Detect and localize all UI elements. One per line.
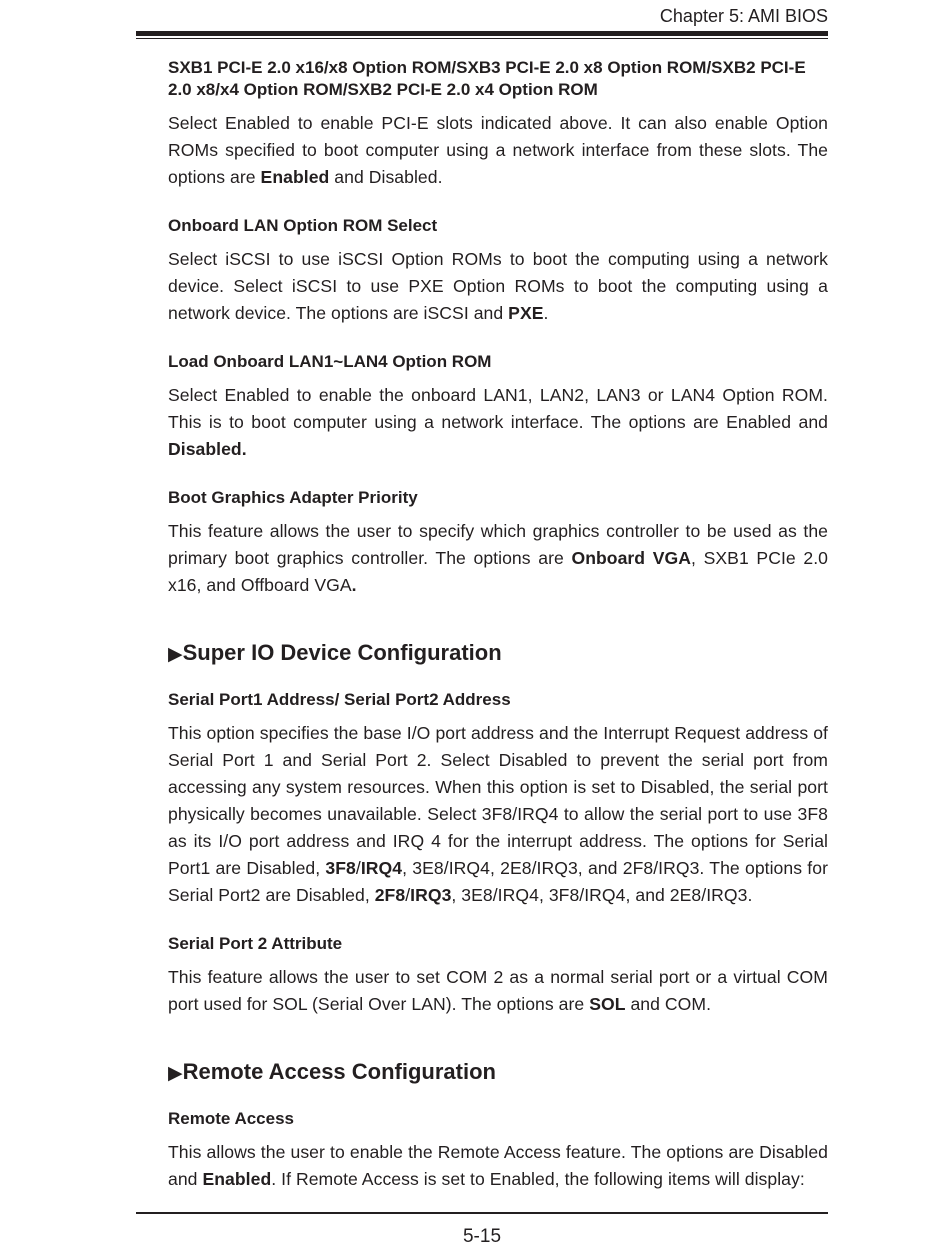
section-title-remote-access: Remote Access <box>168 1109 294 1128</box>
right-triangle-icon: ▶ <box>168 644 183 665</box>
section-title-option-rom: SXB1 PCI-E 2.0 x16/x8 Option ROM/SXB3 PCI-E 2.0 x8 Option ROM/SXB2 PCI-E 2.0 x8/x4 Option ROM/SXB2 PCI-E 2.0 x4 Option ROM <box>168 58 806 99</box>
section-text-load-lan: Select Enabled to enable the onboard LAN1, LAN2, LAN3 or LAN4 Option ROM. This is to boot computer using a network interface. The options are Enabled and Disabled. <box>168 385 828 459</box>
chapter-header: Chapter 5: AMI BIOS <box>659 6 828 26</box>
header-rule-thick <box>136 31 828 36</box>
section-title-serial-attribute: Serial Port 2 Attribute <box>168 934 343 953</box>
page-content <box>168 57 828 1193</box>
heading-remote-access: ▶Remote Access Configuration <box>168 1059 496 1084</box>
section-text-remote-access: This allows the user to enable the Remote Access feature. The options are Disabled and Enabled. If Remote Access is set to Enabled, the following items will display: <box>168 1142 828 1189</box>
section-text-option-rom: Select Enabled to enable PCI-E slots indicated above. It can also enable Option ROMs specified to boot computer using a network interface from these slots. The options are Enabled and Disabled. <box>168 113 828 187</box>
footer-rule <box>136 1212 828 1214</box>
header-rule-thin <box>136 38 828 39</box>
heading-super-io: ▶Super IO Device Configuration <box>168 640 502 665</box>
section-text-serial-address: This option specifies the base I/O port address and the Interrupt Request address of Serial Port 1 and Serial Port 2. Select Disabled to prevent the serial port from accessing any system resources. When this option is set to Disabled, the serial port physically becomes unavailable. Select 3F8/IRQ4 to allow the serial port to use 3F8 as its I/O port address and IRQ 4 for the interrupt address. The options for Serial Port1 are Disabled, 3F8/IRQ4, 3E8/IRQ4, 2E8/IRQ3, and 2F8/IRQ3. The options for Serial Port2 are Disabled, 2F8/IRQ3, 3E8/IRQ4, 3F8/IRQ4, and 2E8/IRQ3. <box>168 723 828 905</box>
section-text-onboard-lan: Select iSCSI to use iSCSI Option ROMs to boot the computing using a network device. Select iSCSI to use PXE Option ROMs to boot the computing using a network device. The options are iSCSI and PXE. <box>168 249 828 323</box>
section-title-boot-graphics: Boot Graphics Adapter Priority <box>168 488 418 507</box>
section-text-serial-attribute: This feature allows the user to set COM 2 as a normal serial port or a virtual COM port used for SOL (Serial Over LAN). The options are SOL and COM. <box>168 967 828 1014</box>
section-text-boot-graphics: This feature allows the user to specify which graphics controller to be used as the primary boot graphics controller. The options are Onboard VGA, SXB1 PCIe 2.0 x16, and Offboard VGA. <box>168 521 828 595</box>
section-title-load-lan: Load Onboard LAN1~LAN4 Option ROM <box>168 352 492 371</box>
section-title-onboard-lan: Onboard LAN Option ROM Select <box>168 216 438 235</box>
right-triangle-icon: ▶ <box>168 1063 183 1084</box>
page-number: 5-15 <box>462 1226 502 1247</box>
section-title-serial-address: Serial Port1 Address/ Serial Port2 Address <box>168 690 511 709</box>
